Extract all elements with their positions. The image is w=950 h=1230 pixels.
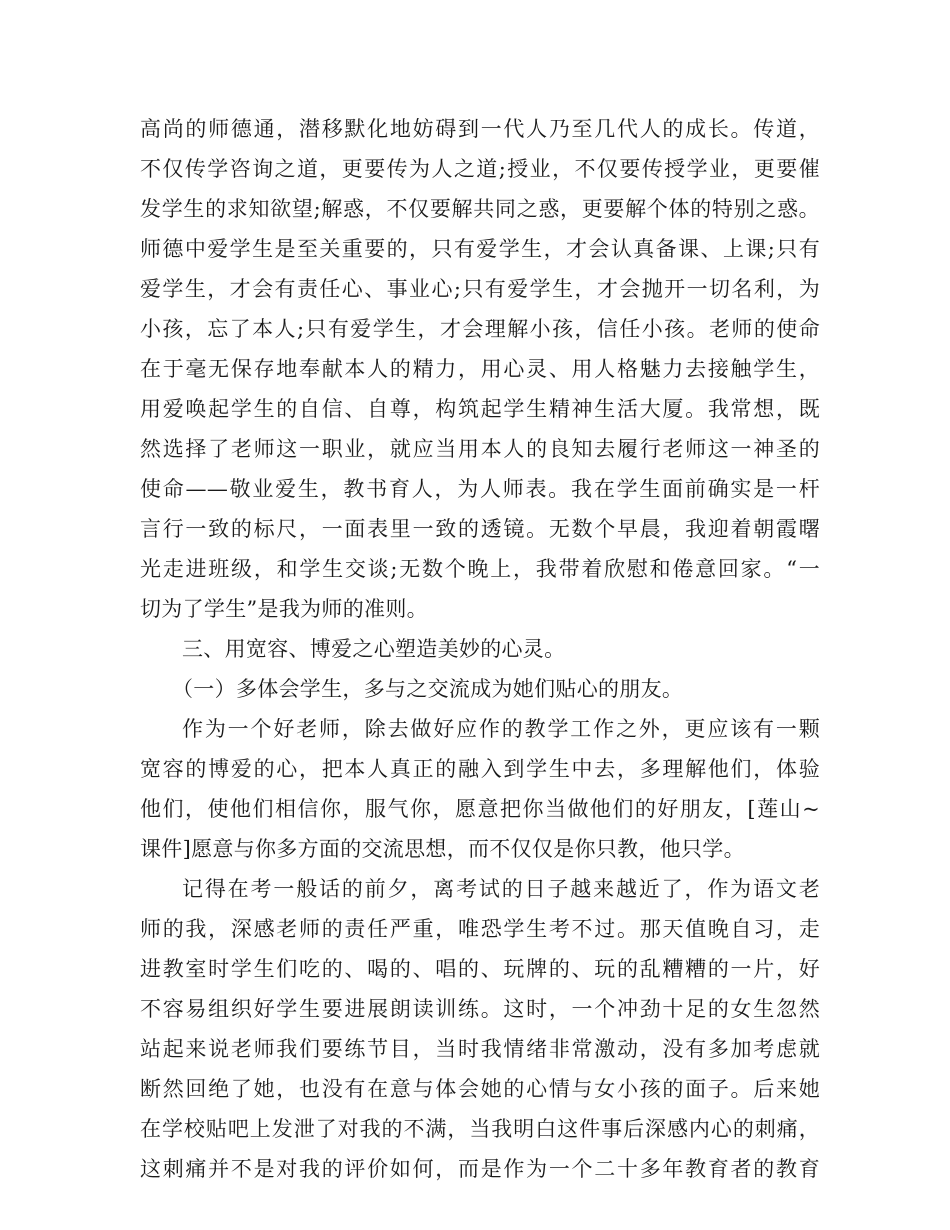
text-line: 课件]愿意与你多方面的交流思想，而不仅仅是你只教，他只学。: [140, 837, 745, 861]
text-line: 站起来说老师我们要练节目，当时我情绪非常激动，没有多加考虑就: [140, 1037, 820, 1061]
text-line: 高尚的师德通，潜移默化地妨碍到一代人乃至几代人的成长。传道，: [140, 117, 820, 141]
text-line: 用爱唤起学生的自信、自尊，构筑起学生精神生活大厦。我常想，既: [140, 397, 820, 421]
text-line: 发学生的求知欲望;解惑，不仅要解共同之惑，更要解个体的特别之惑。: [140, 197, 820, 221]
text-line: 断然回绝了她，也没有在意与体会她的心情与女小孩的面子。后来她: [140, 1077, 820, 1101]
text-line: 小孩，忘了本人;只有爱学生，才会理解小孩，信任小孩。老师的使命: [140, 317, 820, 341]
text-line: 不仅传学咨询之道，更要传为人之道;授业，不仅要传授学业，更要催: [140, 157, 820, 181]
text-line: 师德中爱学生是至关重要的，只有爱学生，才会认真备课、上课;只有: [140, 237, 820, 261]
text-line: 他们，使他们相信你，服气你，愿意把你当做他们的好朋友，[莲山~: [140, 797, 820, 821]
text-line: 在于毫无保存地奉献本人的精力，用心灵、用人格魅力去接触学生，: [140, 357, 820, 381]
text-line: 记得在考一般话的前夕，离考试的日子越来越近了，作为语文老: [182, 877, 820, 901]
text-line: 不容易组织好学生要进展朗读训练。这时，一个冲劲十足的女生忽然: [140, 997, 820, 1021]
text-line: 然选择了老师这一职业，就应当用本人的良知去履行老师这一神圣的: [140, 437, 820, 461]
text-line: 切为了学生”是我为师的准则。: [140, 597, 428, 621]
text-line: 使命——敬业爱生，教书育人，为人师表。我在学生面前确实是一杆: [140, 477, 820, 501]
text-line: 爱学生，才会有责任心、事业心;只有爱学生，才会抛开一切名利，为: [140, 277, 820, 301]
section-heading: 三、用宽容、博爱之心塑造美妙的心灵。: [182, 637, 566, 661]
text-line: 进教室时学生们吃的、喝的、唱的、玩牌的、玩的乱糟糟的一片，好: [140, 957, 820, 981]
text-line: 言行一致的标尺，一面表里一致的透镜。无数个早晨，我迎着朝霞曙: [140, 517, 820, 541]
text-line: 作为一个好老师，除去做好应作的教学工作之外，更应该有一颗: [182, 717, 820, 741]
text-line: 这刺痛并不是对我的评价如何，而是作为一个二十多年教育者的教育: [140, 1157, 820, 1181]
subsection-heading: （一）多体会学生，多与之交流成为她们贴心的朋友。: [172, 677, 684, 701]
text-line: 宽容的博爱的心，把本人真正的融入到学生中去，多理解他们，体验: [140, 757, 820, 781]
text-line: 光走进班级，和学生交谈;无数个晚上，我带着欣慰和倦意回家。“一: [140, 557, 820, 581]
text-line: 在学校贴吧上发泄了对我的不满，当我明白这件事后深感内心的刺痛，: [140, 1117, 820, 1141]
text-line: 师的我，深感老师的责任严重，唯恐学生考不过。那天值晚自习，走: [140, 917, 820, 941]
